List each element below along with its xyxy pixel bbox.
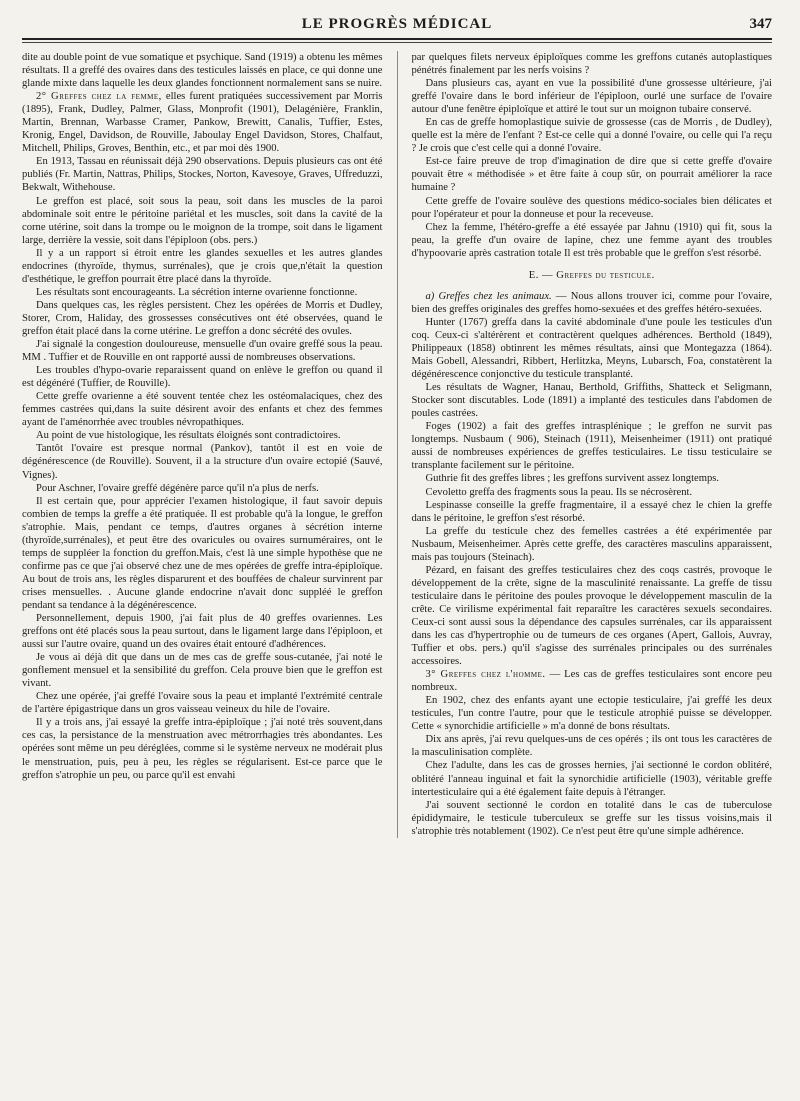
paragraph: En 1913, Tassau en réunissait déjà 290 observations. Depuis plusieurs cas ont été publiés (Fr. Martin, Nattras, Philips, Stockes, Norton, Kavesoye, Graves, Uffreduzzi, Bekwalt, Withehouse. <box>22 156 383 194</box>
paragraph <box>412 668 773 694</box>
paragraph: Pézard, en faisant des greffes testiculaires chez des coqs castrés, provoque le développement de la crête, signe de la masculinité renaissante. La greffe de tissu testiculaire dans le péritoine des poules provoque le développement masculin de la crête. Ce virilisme expérimental fait reparaître les caractères sexuels secondaires. Ceux-ci sont aussi sous la dépendance des capsules surrénales, car ils apparaissent dans les cas d'hypertrophie ou de tumeurs de ces organes (Apert, Gallois, Auvray, Tuffier et obs. pers.) qu'il s'agisse des surrénales principales ou des surrénales accessoires. <box>411 564 773 668</box>
paragraph-text: Morris (1895), Frank, Dudley, Palmer, Glass, Monprofit (1901), Delagénière, Franklin, Martin, Brennan, Warbasse Cramer, Pankow, Brewitt, Canalis, Tuffier, Estes, Kronig, Engel, Davidson, de Rouville, Jaboulay Engel Davidson, Stores, Chalfaut, Mitchell, Philips, Groves, Benthin, etc., et par moi dès 1900. <box>22 91 383 155</box>
paragraph: En 1902, chez des enfants ayant une ectopie testiculaire, j'ai greffé les deux testicules, l'un contre l'autre, pour que le testicule atrophié puisse se développer. Cette « synorchidie artificielle » m'a donné de bons résultats. <box>411 695 773 733</box>
paragraph: Les troubles d'hypo-ovarie reparaissent quand on enlève le greffon ou quand il est dégénéré (Tuffier, de Rouville). <box>22 365 383 390</box>
paragraph: Le greffon est placé, soit sous la peau, soit dans les muscles de la paroi abdominale soit entre le péritoine pariétal et les muscles, soit dans la cavité de la corne utérine, soit dans la trompe ou le moignon de la trompe, soit dans le ligament large, derrière la vessie, soit dans l'épiploon (obs. pers.) <box>22 195 383 246</box>
paragraph: Les résultats sont encourageants. La sécrétion interne ovarienne fonctionne. <box>36 286 358 298</box>
paragraph: J'ai souvent sectionné le cordon en totalité dans le cas de tuberculose épididymaire, le testicule tuberculeux se greffe sur les tissus voisins,mais il s'atrophie très notablement (1902). Ce n'est peut être qu'une simple adhérence. <box>411 799 773 837</box>
paragraph <box>412 290 773 316</box>
paragraph: Dix ans après, j'ai revu quelques-uns de ces opérés ; ils ont tous les caractères de la masculinisation complète. <box>411 734 773 759</box>
paragraph: Il y a trois ans, j'ai essayé la greffe intra-épiploïque ; j'ai noté très souvent,dans ces cas, la persistance de la menstruation avec métrorrhagies très abondantes. Les opérées sont même un peu déréglées, comme si le système nerveux ne modérait plus le menstruation, puis, peu à peu, les règles se régularisent. Est-ce parce que le greffon s'atrophie un peu, ou parce qu'il est envahi <box>22 717 383 781</box>
paragraph: Cette greffe ovarienne a été souvent tentée chez les ostéomalaciques, chez des femmes castrées qui,dans la suite désirent avoir des enfants et chez des femmes ayant de l'aménorrhée avec troubles névropathiques. <box>22 391 383 429</box>
paragraph: Je vous ai déjà dit que dans un de mes cas de greffe sous-cutanée, j'ai noté le gonflement mensuel et la sensibilité du greffon. Cela prouve bien que le greffon est vivant. <box>22 652 383 690</box>
paragraph: La greffe du testicule chez des femelles castrées a été expérimentée par Nusbaum, Meisenheimer. Après cette greffe, des caractères masculins apparaissent, mais pas toujours (Steinach). <box>411 525 773 563</box>
paragraph: Au point de vue histologique, les résultats éloignés sont contradictoires. <box>36 430 341 442</box>
paragraph: Pour Aschner, l'ovaire greffé dégénère parce qu'il n'a plus de nerfs. <box>36 482 319 494</box>
paragraph: Foges (1902) a fait des greffes intrasplénique ; le greffon ne survit pas longtemps. Nusbaum ( 906), Steinach (1911), Meisenheimer (1911) ont pratiqué aussi de nombreuses expériences de greffes testiculaires. Le tissu testiculaire se transplante facilement sur le péritoine. <box>411 421 773 472</box>
paragraph: Tantôt l'ovaire est presque normal (Pankov), tantôt il est en voie de dégénérescence (de Rouville). Souvent, il a la structure d'un ovaire ectopié (Sauvé, Vignes). <box>22 443 383 481</box>
paragraph-text: — Nous allons trouver ici, comme pour l'ovaire, bien des greffes originales des greffes homo-sexuées et des greffes hétéro-sexuées. <box>411 290 773 315</box>
right-column <box>412 51 773 838</box>
paragraph-text: — Les cas de greffes testiculaires sont encore peu nombreux. <box>411 669 773 694</box>
paragraph: Est-ce faire preuve de trop d'imagination de dire que si cette greffe d'ovaire pouvait être « méthodisée » et être faite à coup sûr, on pourrait améliorer la race humaine ? <box>411 156 773 194</box>
section-heading: E. — Greffes du testicule. <box>528 269 655 281</box>
subheading: 2° Greffes chez la femme, <box>36 91 162 103</box>
paragraph-text: elles furent pratiquées successivement par <box>165 91 350 103</box>
running-header <box>22 14 772 40</box>
paragraph: En cas de greffe homoplastique suivie de grossesse (cas de Morris , de Dudley), quelle est la mère de l'enfant ? Est-ce celle qui a donné l'ovaire, ou celle qui l'a reçu ? Je crois que c'est celle qui a donné l'ovaire. <box>411 117 773 155</box>
paragraph: dite au double point de vue somatique et psychique. Sand (1919) a obtenu les mêmes résultats. Il a greffé des ovaires dans des testicules laissés en place, ce qui donne une glande mixte dans laquelle les deux glandes fonctionnent normalement sans se nuire. <box>22 52 383 90</box>
paragraph: Dans plusieurs cas, ayant en vue la possibilité d'une grossesse ultérieure, j'ai greffé l'ovaire dans le bord inférieur de l'épiploon, ourlé une surface de l'ovaire autour d'une fenêtre épiploïque et attiré le tout sur un moignon tubaire conservé. <box>411 78 773 116</box>
subheading: a) Greffes chez les animaux. <box>425 290 552 302</box>
paragraph: Cette greffe de l'ovaire soulève des questions médico-sociales bien délicates et pour l'opérateur et pour la donneuse et pour la receveuse. <box>411 195 773 220</box>
subheading: 3° Greffes chez l'homme. <box>425 669 546 681</box>
paragraph: Dans quelques cas, les règles persistent. Chez les opérées de Morris et Dudley, Storer, Crom, Haliday, des grossesses consécutives ont été observées, quand le greffon était placé dans la corne utérine. Le greffon a donc sécrété des ovules. <box>22 299 383 337</box>
page-number: 347 <box>749 16 772 32</box>
left-column <box>22 51 383 838</box>
paragraph: Personnellement, depuis 1900, j'ai fait plus de 40 greffes ovariennes. Les greffons ont été placés sous la peau surtout, dans le ligament large dans l'épiploon, et aussi sur l'autre ovaire, quand un des ovaires était entouré d'adhérences. <box>22 613 383 651</box>
paragraph: Chez l'adulte, dans les cas de grosses hernies, j'ai sectionné le cordon oblitéré, oblitéré l'anneau inguinal et fait la synorchidie artificielle (1903), véritable greffe intertesticulaire qui a été également faite depuis à l'étranger. <box>411 760 773 798</box>
paragraph: Il est certain que, pour apprécier l'examen histologique, il faut savoir depuis combien de temps la greffe a été pratiquée. Il est probable qu'à la longue, le greffon s'atrophie. Mais, pendant ce temps, d'autres organes à sécrétion interne (thyroïde,surrénales), et peut être des ovaricules ou ovaires surnuméraires, ont le temps de suppléer la fonction du greffon.Mais, c'est là une simple hypothèse que ne confirme pas ce que j'ai observé chez une de mes opérées de greffe intra-épiploïque. Au bout de trois ans, les règles disparurent et des bouffées de chaleur survinrent par crises mensuelles. . Aucune glande endocrine n'avait donc suppléé le greffon pendant sa tendance à la dégénérescence. <box>22 495 383 611</box>
two-column-body <box>22 51 772 838</box>
paragraph: Il y a un rapport si étroit entre les glandes sexuelles et les autres glandes endocrines (thyroïde, thymus, surrénales), que je crois que,n'était la question d'esthétique, le greffon pourrait être placé dans la thyroïde. <box>22 247 383 285</box>
paragraph: Cevoletto greffa des fragments sous la peau. Ils se nécrosèrent. <box>425 486 693 498</box>
header-rule <box>22 42 772 43</box>
column-divider <box>397 51 398 838</box>
paragraph: Lespinasse conseille la greffe fragmentaire, il a essayé chez le chien la greffe dans le péritoine, le greffon s'est résorbé. <box>411 499 773 524</box>
paragraph: Les résultats de Wagner, Hanau, Berthold, Griffiths, Shatteck et Seligmann, Stocker sont discutables. Lode (1891) a implanté des testicules dans l'abdomen de poules castrées. <box>411 382 773 420</box>
journal-title: LE PROGRÈS MÉDICAL <box>301 16 493 32</box>
paragraph: Chez une opérée, j'ai greffé l'ovaire sous la peau et implanté l'extrémité centrale de l'artère épigastrique dans un gros vaisseau veineux du hile de l'ovaire. <box>22 691 383 716</box>
paragraph: par quelques filets nerveux épiploïques comme les greffons cutanés autoplastiques pénétrés finalement par les nerfs voisins ? <box>411 52 773 77</box>
paragraph: J'ai signalé la congestion douloureuse, mensuelle d'un ovaire greffé sous la peau. MM . Tuffier et de Rouville en ont rapporté aussi de nombreuses observations. <box>22 339 383 364</box>
paragraph: Hunter (1767) greffa dans la cavité abdominale d'une poule les testicules d'un coq. Ceux-ci s'altérèrent et contractèrent quelques adhérences. Berthold (1849), Philippeaux (1858) obtinrent les mêmes résultats, ainsi que Montegazza (1864). Mais Gobell, Alessandri, Ribbert, Herlitzka, Meyns, Lubarsch, Foa, constatèrent la dégénérescence conjonctive du testicule transplanté. <box>411 316 773 381</box>
paragraph: Guthrie fit des greffes libres ; les greffons survivent assez longtemps. <box>425 473 720 485</box>
paragraph <box>22 90 383 155</box>
paragraph: Chez la femme, l'hétéro-greffe a été essayée par Jahnu (1910) qui fit, sous la peau, la greffe d'un ovaire de lapine, chez une femme ayant des troubles d'hypoovarie après castration totale Il est très probable que le greffon s'est résorbé. <box>411 221 773 259</box>
